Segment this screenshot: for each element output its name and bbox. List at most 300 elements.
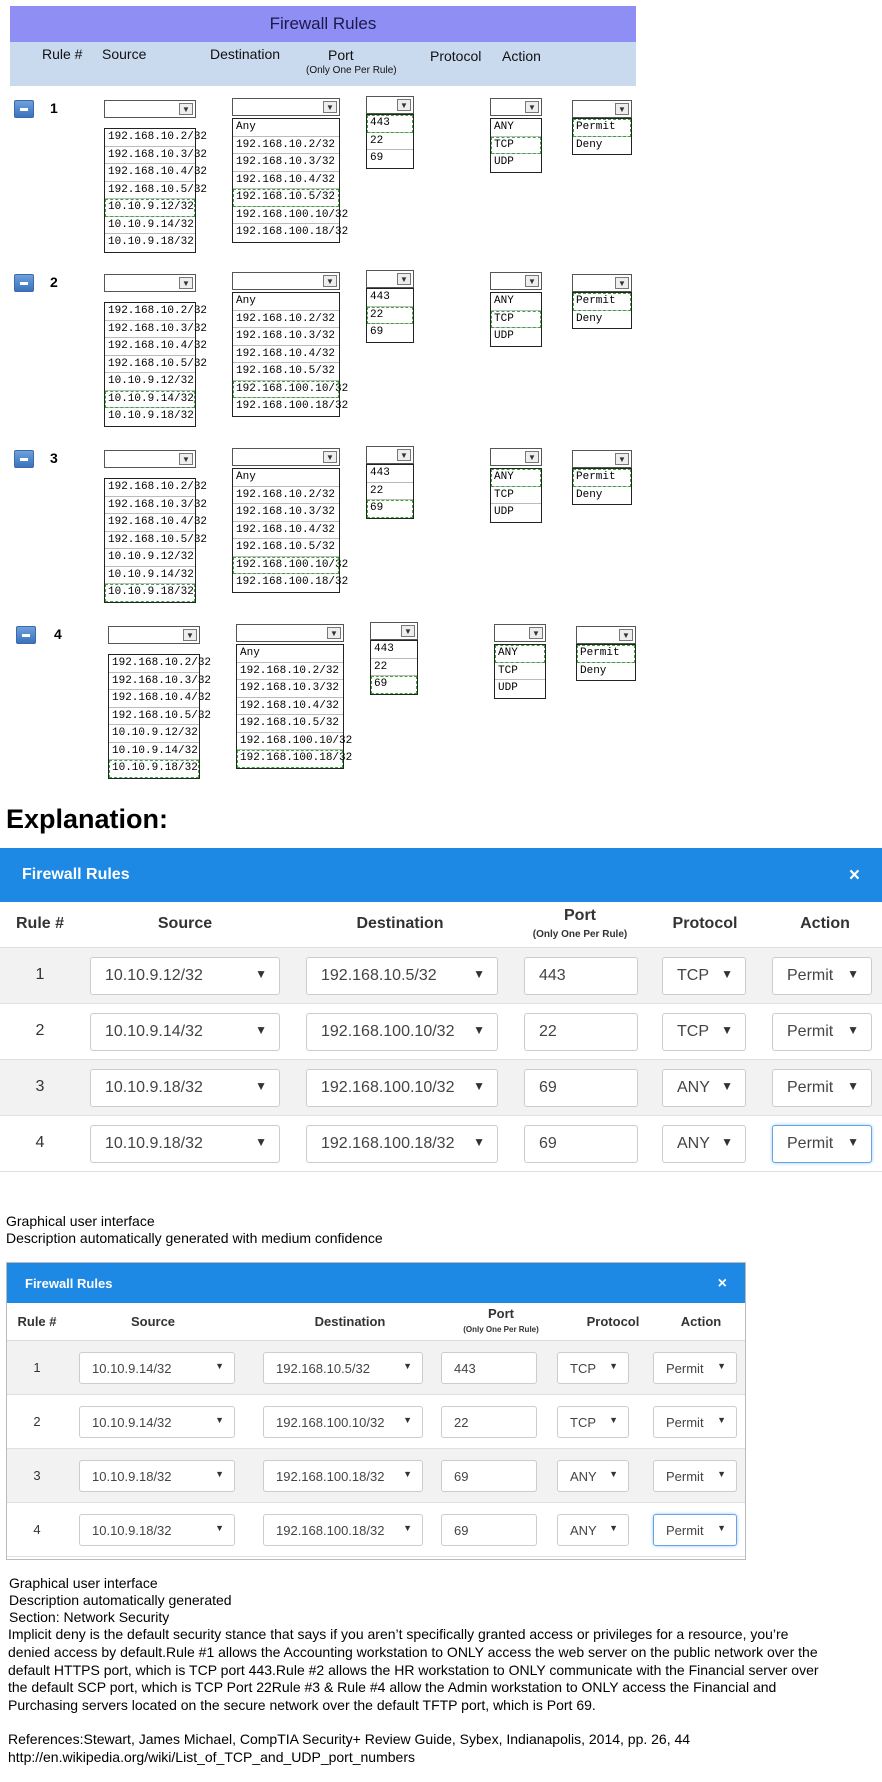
destination-list-option[interactable]: 192.168.10.4/32 <box>237 698 343 716</box>
source-select[interactable] <box>90 1125 280 1163</box>
destination-list-option[interactable]: 192.168.100.18/32 <box>237 750 343 768</box>
port-input[interactable] <box>524 1013 638 1051</box>
port-list[interactable] <box>370 640 418 695</box>
form-header-row <box>10 42 636 86</box>
port-list-option[interactable]: 22 <box>367 483 413 501</box>
destination-select[interactable] <box>263 1460 423 1492</box>
protocol-list-option[interactable]: ANY <box>491 469 541 487</box>
destination-list-option[interactable]: 192.168.10.4/32 <box>233 172 339 190</box>
action-list-option[interactable]: Permit <box>573 469 631 487</box>
chevron-down-icon[interactable]: ▼ <box>717 1360 726 1371</box>
protocol-list-option[interactable]: ANY <box>491 119 541 137</box>
table-row <box>0 1116 882 1172</box>
chevron-down-icon[interactable]: ▼ <box>717 1414 726 1425</box>
header-destination: Destination <box>356 915 444 932</box>
source-select[interactable] <box>90 1069 280 1107</box>
header-action: Action <box>502 48 541 64</box>
destination-list-option[interactable]: 192.168.100.18/32 <box>236 400 349 412</box>
header-rule: Rule # <box>42 46 83 62</box>
chevron-down-icon[interactable]: ▼ <box>473 1135 485 1149</box>
protocol-select[interactable] <box>490 448 542 466</box>
source-value: 10.10.9.14/32 <box>92 1360 172 1376</box>
source-list-option[interactable]: 192.168.10.5/32 <box>109 708 199 726</box>
chevron-down-icon[interactable]: ▼ <box>721 1023 733 1037</box>
protocol-value: TCP <box>677 1023 709 1040</box>
source-list[interactable] <box>104 478 208 603</box>
destination-select[interactable] <box>232 448 340 466</box>
source-select[interactable] <box>79 1514 235 1546</box>
destination-list-option[interactable]: 192.168.10.3/32 <box>237 680 343 698</box>
chevron-down-icon[interactable]: ▼ <box>609 1360 618 1371</box>
protocol-select[interactable] <box>557 1460 629 1492</box>
chevron-down-icon[interactable]: ▼ <box>255 1023 267 1037</box>
source-list-option[interactable]: 10.10.9.18/32 <box>108 236 194 248</box>
port-value: 69 <box>539 1135 557 1152</box>
destination-list-option[interactable]: 192.168.10.2/32 <box>233 137 339 155</box>
chevron-down-icon[interactable]: ▼ <box>179 453 193 465</box>
modal-title-bar <box>7 1263 745 1303</box>
sketch-firewall-form <box>8 6 636 774</box>
action-list[interactable] <box>576 644 636 681</box>
source-list-option[interactable]: 10.10.9.12/32 <box>109 725 199 743</box>
source-list-option[interactable]: 10.10.9.18/32 <box>105 584 195 602</box>
destination-list-option[interactable]: 192.168.10.2/32 <box>237 663 343 681</box>
chevron-down-icon[interactable]: ▼ <box>615 103 629 115</box>
chevron-down-icon[interactable]: ▼ <box>403 1360 412 1371</box>
action-select[interactable] <box>653 1406 737 1438</box>
modal-header-row <box>0 902 882 948</box>
port-input[interactable] <box>441 1514 537 1546</box>
caption-b-line-1: Graphical user interface <box>9 1575 158 1591</box>
action-select[interactable] <box>572 274 632 292</box>
table-row <box>0 948 882 1004</box>
action-value: Permit <box>666 1468 704 1484</box>
action-list-option[interactable]: Permit <box>573 119 631 137</box>
modal-title-bar <box>0 848 882 902</box>
source-value: 10.10.9.18/32 <box>92 1468 172 1484</box>
header-port-sub: (Only One Per Rule) <box>463 1324 539 1334</box>
destination-list-option[interactable]: 192.168.10.5/32 <box>233 539 339 557</box>
chevron-down-icon[interactable]: ▼ <box>847 1023 859 1037</box>
port-list[interactable] <box>366 464 414 519</box>
destination-list-option[interactable]: 192.168.100.10/32 <box>237 733 343 751</box>
reference-url: http://en.wikipedia.org/wiki/List_of_TCP_and_UDP_port_numbers <box>8 1748 415 1765</box>
chevron-down-icon[interactable]: ▼ <box>323 275 337 287</box>
protocol-select[interactable] <box>557 1406 629 1438</box>
source-list-option[interactable]: 192.168.10.2/32 <box>105 479 195 497</box>
chevron-down-icon[interactable]: ▼ <box>255 967 267 981</box>
destination-value: 192.168.10.5/32 <box>276 1360 370 1376</box>
protocol-select[interactable] <box>490 272 542 290</box>
source-value: 10.10.9.18/32 <box>92 1522 172 1538</box>
collapse-rule-icon[interactable] <box>14 100 34 118</box>
action-select[interactable] <box>653 1514 737 1546</box>
header-port-sub: (Only One Per Rule) <box>306 65 397 76</box>
chevron-down-icon[interactable]: ▼ <box>323 451 337 463</box>
protocol-list-option[interactable]: UDP <box>494 506 514 518</box>
port-list[interactable] <box>366 288 414 343</box>
action-select[interactable] <box>772 1125 872 1163</box>
rule-number: 2 <box>33 1413 41 1429</box>
protocol-list-option[interactable]: TCP <box>495 663 545 681</box>
protocol-select[interactable] <box>557 1514 629 1546</box>
chevron-down-icon[interactable]: ▼ <box>323 101 337 113</box>
protocol-select[interactable] <box>662 1069 746 1107</box>
chevron-down-icon[interactable]: ▼ <box>397 99 411 111</box>
protocol-list[interactable] <box>494 644 546 699</box>
destination-list-option[interactable]: 192.168.10.2/32 <box>233 487 339 505</box>
protocol-list-option[interactable]: ANY <box>495 645 545 663</box>
protocol-list-option[interactable]: UDP <box>494 330 514 342</box>
chevron-down-icon[interactable]: ▼ <box>473 1079 485 1093</box>
destination-list[interactable] <box>236 644 353 769</box>
protocol-list-option[interactable]: UDP <box>498 682 518 694</box>
firewall-rules-modal-a <box>0 848 882 1202</box>
action-select[interactable] <box>772 957 872 995</box>
protocol-list[interactable] <box>490 468 542 523</box>
port-list-option[interactable]: 69 <box>370 326 384 338</box>
destination-select[interactable] <box>306 1125 498 1163</box>
protocol-list-option[interactable]: TCP <box>491 311 541 329</box>
action-list-option[interactable]: Permit <box>577 645 635 663</box>
port-input[interactable] <box>441 1406 537 1438</box>
source-list-option[interactable]: 192.168.10.4/32 <box>105 338 195 356</box>
protocol-value: ANY <box>677 1079 710 1096</box>
port-list-option[interactable]: 69 <box>367 500 413 518</box>
table-row <box>0 1004 882 1060</box>
destination-select[interactable] <box>306 1013 498 1051</box>
destination-list-option[interactable]: 192.168.100.10/32 <box>233 557 339 575</box>
action-list-option[interactable]: Deny <box>576 138 603 151</box>
close-icon[interactable]: × <box>848 865 860 886</box>
destination-list-option[interactable]: 192.168.10.3/32 <box>233 154 339 172</box>
source-list-option[interactable]: 192.168.10.4/32 <box>105 514 195 532</box>
port-list-option[interactable]: 69 <box>370 152 384 164</box>
header-protocol: Protocol <box>672 915 738 932</box>
source-select[interactable] <box>104 450 196 468</box>
chevron-down-icon[interactable]: ▼ <box>721 967 733 981</box>
rule-number: 3 <box>50 450 58 466</box>
port-value: 69 <box>454 1468 469 1484</box>
protocol-select[interactable] <box>494 624 546 642</box>
port-input[interactable] <box>441 1352 537 1384</box>
destination-list-option[interactable]: 192.168.10.5/32 <box>233 363 339 381</box>
chevron-down-icon[interactable]: ▼ <box>525 451 539 463</box>
port-input[interactable] <box>524 1069 638 1107</box>
source-list-option[interactable]: 192.168.10.3/32 <box>105 147 195 165</box>
protocol-select[interactable] <box>557 1352 629 1384</box>
caption-b-line-3: Section: Network Security <box>9 1609 170 1625</box>
source-list-option[interactable]: 10.10.9.14/32 <box>105 391 195 409</box>
source-list-option[interactable]: 10.10.9.12/32 <box>105 549 195 567</box>
destination-list-option[interactable]: 192.168.10.5/32 <box>233 189 339 207</box>
destination-list-option[interactable]: 192.168.10.3/32 <box>233 504 339 522</box>
rule-number: 3 <box>33 1467 41 1483</box>
action-select[interactable] <box>772 1013 872 1051</box>
source-list-option[interactable]: 192.168.10.4/32 <box>109 690 199 708</box>
protocol-value: ANY <box>570 1522 597 1538</box>
source-select[interactable] <box>79 1352 235 1384</box>
source-select[interactable] <box>104 274 196 292</box>
destination-select[interactable] <box>236 624 344 642</box>
protocol-list-option[interactable]: TCP <box>491 137 541 155</box>
port-value: 22 <box>454 1414 469 1430</box>
references <box>8 1731 828 1767</box>
source-select[interactable] <box>90 1013 280 1051</box>
chevron-down-icon[interactable]: ▼ <box>179 277 193 289</box>
header-destination: Destination <box>314 1313 386 1329</box>
destination-list-option[interactable]: Any <box>237 645 343 663</box>
destination-list-option[interactable]: Any <box>233 469 339 487</box>
source-list-option[interactable]: 192.168.10.3/32 <box>105 497 195 515</box>
source-list[interactable] <box>104 302 208 427</box>
chevron-down-icon[interactable]: ▼ <box>397 273 411 285</box>
source-select[interactable] <box>90 957 280 995</box>
explanation-heading: Explanation: <box>6 804 169 834</box>
source-list-option[interactable]: 192.168.10.3/32 <box>109 673 199 691</box>
port-value: 22 <box>539 1023 557 1040</box>
action-select[interactable] <box>653 1460 737 1492</box>
destination-value: 192.168.100.18/32 <box>321 1135 455 1152</box>
header-destination: Destination <box>210 46 281 62</box>
header-port: Port <box>328 47 354 63</box>
collapse-rule-icon[interactable] <box>14 274 34 292</box>
protocol-value: TCP <box>570 1360 596 1376</box>
chevron-down-icon[interactable]: ▼ <box>179 103 193 115</box>
rule-number: 2 <box>35 1022 45 1039</box>
header-port-sub: (Only One Per Rule) <box>532 929 628 940</box>
source-list-option[interactable]: 192.168.10.4/32 <box>105 164 195 182</box>
source-list-option[interactable]: 192.168.10.2/32 <box>109 655 199 673</box>
chevron-down-icon[interactable]: ▼ <box>473 1023 485 1037</box>
source-list-option[interactable]: 192.168.10.5/32 <box>105 356 195 374</box>
action-list-option[interactable]: Deny <box>576 488 603 501</box>
source-list-option[interactable]: 10.10.9.14/32 <box>105 567 195 585</box>
action-list[interactable] <box>572 468 632 505</box>
action-value: Permit <box>787 967 834 984</box>
chevron-down-icon[interactable]: ▼ <box>847 1079 859 1093</box>
chevron-down-icon[interactable]: ▼ <box>615 277 629 289</box>
source-value: 10.10.9.14/32 <box>105 1023 203 1040</box>
chevron-down-icon[interactable]: ▼ <box>215 1522 224 1533</box>
action-list-option[interactable]: Deny <box>580 664 607 677</box>
action-value: Permit <box>787 1023 834 1040</box>
destination-list-option[interactable]: 192.168.100.18/32 <box>236 576 349 588</box>
chevron-down-icon[interactable]: ▼ <box>473 967 485 981</box>
source-list-option[interactable]: 10.10.9.18/32 <box>109 760 199 778</box>
action-list[interactable] <box>572 292 632 329</box>
destination-list-option[interactable]: 192.168.10.2/32 <box>233 311 339 329</box>
source-value: 10.10.9.18/32 <box>105 1079 203 1096</box>
chevron-down-icon[interactable]: ▼ <box>215 1414 224 1425</box>
source-list[interactable] <box>108 654 212 779</box>
source-list-option[interactable]: 192.168.10.5/32 <box>105 532 195 550</box>
source-list-option[interactable]: 192.168.10.3/32 <box>105 321 195 339</box>
source-value: 10.10.9.14/32 <box>92 1414 172 1430</box>
chevron-down-icon[interactable]: ▼ <box>847 1135 859 1149</box>
source-list[interactable] <box>104 128 208 253</box>
action-value: Permit <box>787 1135 834 1152</box>
port-list-option[interactable]: 443 <box>367 465 413 483</box>
destination-list-option[interactable]: 192.168.10.3/32 <box>233 328 339 346</box>
source-list-option[interactable]: 10.10.9.18/32 <box>108 410 194 422</box>
source-list-option[interactable]: 192.168.10.2/32 <box>105 303 195 321</box>
chevron-down-icon[interactable]: ▼ <box>403 1522 412 1533</box>
destination-list-option[interactable]: Any <box>233 293 339 311</box>
chevron-down-icon[interactable]: ▼ <box>403 1414 412 1425</box>
protocol-list[interactable] <box>490 292 542 347</box>
firewall-rules-modal-b <box>6 1262 746 1560</box>
rule-number: 4 <box>54 626 62 642</box>
destination-value: 192.168.100.10/32 <box>321 1023 455 1040</box>
port-list-option[interactable]: 443 <box>367 115 413 133</box>
table-row <box>7 1341 745 1395</box>
chevron-down-icon[interactable]: ▼ <box>183 629 197 641</box>
port-select[interactable] <box>366 446 414 464</box>
port-input[interactable] <box>441 1460 537 1492</box>
chevron-down-icon[interactable]: ▼ <box>847 967 859 981</box>
destination-value: 192.168.100.10/32 <box>321 1079 455 1096</box>
caption-a-line-1: Graphical user interface <box>6 1213 155 1229</box>
chevron-down-icon[interactable]: ▼ <box>615 453 629 465</box>
chevron-down-icon[interactable]: ▼ <box>717 1468 726 1479</box>
action-select[interactable] <box>772 1069 872 1107</box>
chevron-down-icon[interactable]: ▼ <box>215 1468 224 1479</box>
action-select[interactable] <box>572 450 632 468</box>
chevron-down-icon[interactable]: ▼ <box>717 1522 726 1533</box>
source-value: 10.10.9.18/32 <box>105 1135 203 1152</box>
rule-number: 4 <box>33 1521 41 1537</box>
chevron-down-icon[interactable]: ▼ <box>327 627 341 639</box>
port-select[interactable] <box>370 622 418 640</box>
destination-list-option[interactable]: 192.168.100.18/32 <box>236 226 349 238</box>
table-row <box>7 1395 745 1449</box>
port-list-option[interactable]: 443 <box>367 289 413 307</box>
protocol-value: ANY <box>570 1468 597 1484</box>
action-list-option[interactable]: Deny <box>576 312 603 325</box>
source-list-option[interactable]: 192.168.10.2/32 <box>105 129 195 147</box>
source-list-option[interactable]: 10.10.9.14/32 <box>105 217 195 235</box>
source-select[interactable] <box>79 1406 235 1438</box>
port-list-option[interactable]: 22 <box>367 133 413 151</box>
action-list[interactable] <box>572 118 632 155</box>
protocol-value: ANY <box>677 1135 710 1152</box>
chevron-down-icon[interactable]: ▼ <box>397 449 411 461</box>
header-rule: Rule # <box>15 915 64 932</box>
chevron-down-icon[interactable]: ▼ <box>609 1414 618 1425</box>
chevron-down-icon[interactable]: ▼ <box>721 1135 733 1149</box>
protocol-select[interactable] <box>662 957 746 995</box>
action-list-option[interactable]: Permit <box>573 293 631 311</box>
header-protocol: Protocol <box>586 1313 640 1329</box>
destination-select[interactable] <box>306 957 498 995</box>
protocol-list-option[interactable]: UDP <box>494 156 514 168</box>
collapse-rule-icon[interactable] <box>16 626 36 644</box>
port-value: 69 <box>539 1079 557 1096</box>
protocol-select[interactable] <box>662 1013 746 1051</box>
source-list-option[interactable]: 10.10.9.12/32 <box>105 199 195 217</box>
destination-select[interactable] <box>232 272 340 290</box>
caption-b <box>9 1575 232 1626</box>
source-value: 10.10.9.12/32 <box>105 967 203 984</box>
port-select[interactable] <box>366 96 414 114</box>
port-list-option[interactable]: 22 <box>371 659 417 677</box>
protocol-list-option[interactable]: ANY <box>491 293 541 311</box>
action-select[interactable] <box>653 1352 737 1384</box>
chevron-down-icon[interactable]: ▼ <box>619 629 633 641</box>
reference-book: References:Stewart, James Michael, CompTIA Security+ Review Guide, Sybex, Indianapolis, 2014, pp. 26, 44 <box>8 1731 691 1747</box>
chevron-down-icon[interactable]: ▼ <box>525 275 539 287</box>
source-select[interactable] <box>104 100 196 118</box>
port-input[interactable] <box>524 1125 638 1163</box>
protocol-select[interactable] <box>490 98 542 116</box>
destination-list-option[interactable]: 192.168.100.10/32 <box>233 381 339 399</box>
chevron-down-icon[interactable]: ▼ <box>609 1522 618 1533</box>
destination-list-option[interactable]: 192.168.10.4/32 <box>233 346 339 364</box>
destination-list-option[interactable]: Any <box>233 119 339 137</box>
protocol-list[interactable] <box>490 118 542 173</box>
destination-list[interactable] <box>232 118 349 243</box>
destination-list-option[interactable]: 192.168.100.10/32 <box>233 207 339 225</box>
source-select[interactable] <box>108 626 200 644</box>
destination-list[interactable] <box>232 292 349 417</box>
chevron-down-icon[interactable]: ▼ <box>215 1360 224 1371</box>
port-list-option[interactable]: 69 <box>371 676 417 694</box>
header-source: Source <box>102 46 147 62</box>
chevron-down-icon[interactable]: ▼ <box>401 625 415 637</box>
port-select[interactable] <box>366 270 414 288</box>
destination-list-option[interactable]: 192.168.10.4/32 <box>233 522 339 540</box>
source-list-option[interactable]: 10.10.9.14/32 <box>109 743 199 761</box>
source-select[interactable] <box>79 1460 235 1492</box>
header-action: Action <box>800 915 850 932</box>
table-row <box>7 1503 745 1557</box>
chevron-down-icon[interactable]: ▼ <box>255 1135 267 1149</box>
destination-select[interactable] <box>232 98 340 116</box>
port-list-option[interactable]: 443 <box>371 641 417 659</box>
destination-select[interactable] <box>306 1069 498 1107</box>
port-input[interactable] <box>524 957 638 995</box>
collapse-rule-icon[interactable] <box>14 450 34 468</box>
destination-list-option[interactable]: 192.168.10.5/32 <box>237 715 343 733</box>
destination-select[interactable] <box>263 1352 423 1384</box>
protocol-value: TCP <box>677 967 709 984</box>
rule-number: 4 <box>35 1134 45 1151</box>
port-list-option[interactable]: 22 <box>367 307 413 325</box>
header-protocol: Protocol <box>430 48 482 64</box>
port-list[interactable] <box>366 114 414 169</box>
action-value: Permit <box>666 1360 704 1376</box>
chevron-down-icon[interactable]: ▼ <box>529 627 543 639</box>
chevron-down-icon[interactable]: ▼ <box>609 1468 618 1479</box>
action-select[interactable] <box>576 626 636 644</box>
source-list-option[interactable]: 192.168.10.5/32 <box>105 182 195 200</box>
source-list-option[interactable]: 10.10.9.12/32 <box>105 373 195 391</box>
chevron-down-icon[interactable]: ▼ <box>255 1079 267 1093</box>
chevron-down-icon[interactable]: ▼ <box>721 1079 733 1093</box>
destination-select[interactable] <box>263 1406 423 1438</box>
modal-title: Firewall Rules <box>25 1275 113 1291</box>
close-icon[interactable]: × <box>717 1274 727 1292</box>
destination-list[interactable] <box>232 468 349 593</box>
action-select[interactable] <box>572 100 632 118</box>
chevron-down-icon[interactable]: ▼ <box>403 1468 412 1479</box>
destination-select[interactable] <box>263 1514 423 1546</box>
protocol-list-option[interactable]: TCP <box>491 487 541 505</box>
chevron-down-icon[interactable]: ▼ <box>525 101 539 113</box>
action-value: Permit <box>666 1414 704 1430</box>
protocol-select[interactable] <box>662 1125 746 1163</box>
